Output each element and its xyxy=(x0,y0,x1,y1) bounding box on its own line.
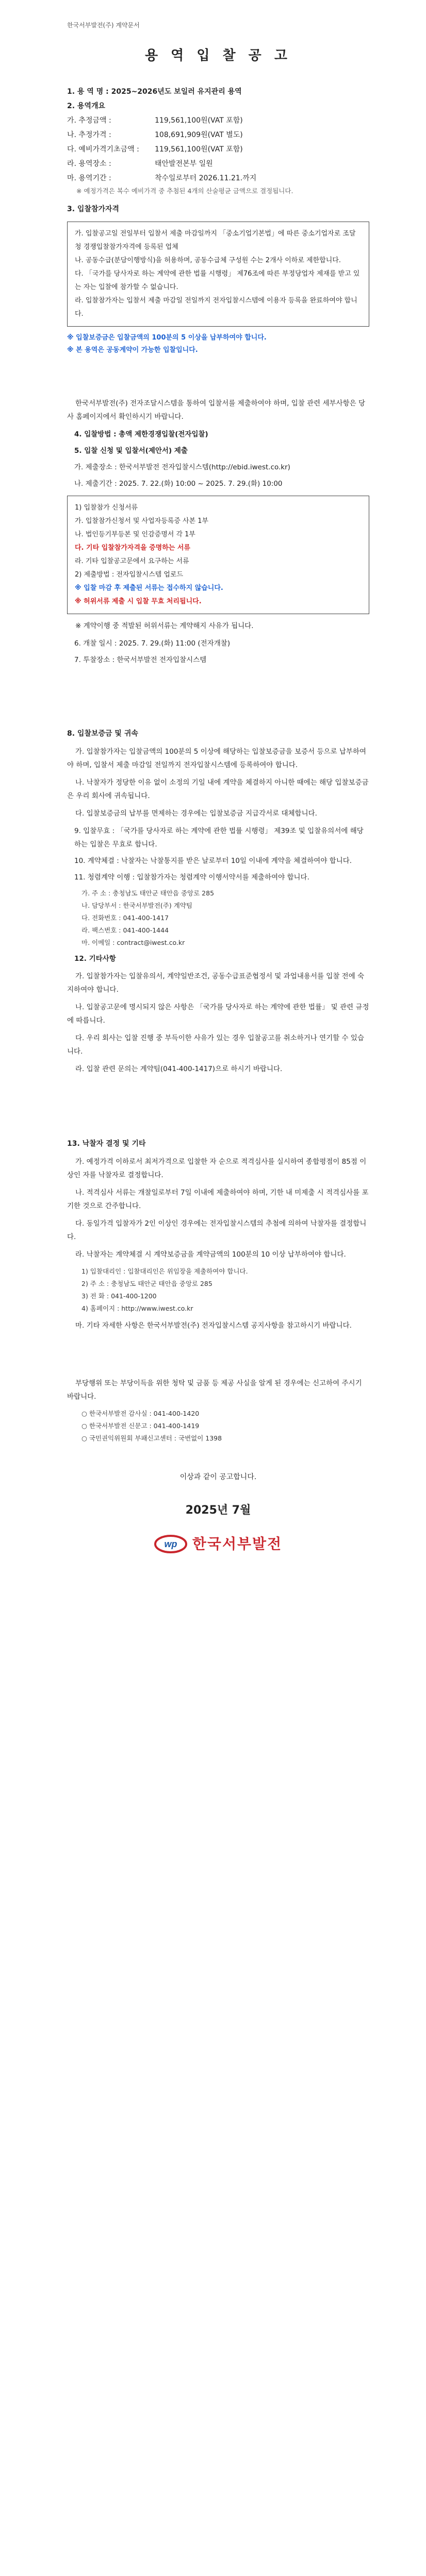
documents-warning: ※ 허위서류 제출 시 입찰 무효 처리됩니다. xyxy=(75,598,202,605)
award-paragraph: 라. 낙찰자는 계약체결 시 계약보증금을 계약금액의 100분의 10 이상 납부하여야 합니다. xyxy=(75,1250,346,1259)
documents-box xyxy=(67,496,369,614)
deposit-heading: 8. 입찰보증금 및 귀속 xyxy=(67,730,138,738)
award-paragraph: 나. 적격심사 서류는 개찰일로부터 7일 이내에 제출하여야 하며, 기한 내 미제출 시 적격심사를 포기한 것으로 간주합니다. xyxy=(67,1189,369,1210)
qualification-box xyxy=(67,222,369,327)
bid-method: 4. 입찰방법 : 총액 제한경쟁입찰(전자입찰) xyxy=(74,430,208,438)
section-1 xyxy=(67,84,369,113)
company-logo xyxy=(67,1533,369,1553)
deposit-paragraph: 나. 낙찰자가 정당한 이유 없이 소정의 기일 내에 계약을 체결하지 아니한 때에는 해당 입찰보증금은 우리 회사에 귀속됩니다. xyxy=(67,778,369,800)
service-name: 1. 용 역 명 : 2025~2026년도 보일러 유지관리 용역 xyxy=(67,88,242,96)
false-document-note: ※ 계약이행 중 적발된 허위서류는 계약해지 사유가 됩니다. xyxy=(75,622,254,630)
overview-list xyxy=(67,113,369,185)
section-3 xyxy=(67,202,369,216)
qualification-heading: 3. 입찰참가자격 xyxy=(67,205,120,213)
bid-place: 7. 투찰장소 : 한국서부발전 전자입찰시스템 xyxy=(74,656,207,664)
joint-contract-notice: ※ 본 용역은 공동계약이 가능한 입찰입니다. xyxy=(67,346,198,354)
qualification-item: 다. 「국가를 당사자로 하는 계약에 관한 법률 시행령」 제76조에 따른 부정당업자 제재를 받고 있는 자는 입찰에 참가할 수 없습니다. xyxy=(75,270,360,291)
documents-line: 1) 입찰참가 신청서류 xyxy=(75,504,138,512)
contact-row: 라. 팩스번호 : 041-400-1444 xyxy=(81,926,169,934)
terms-row: 9. 입찰무효 : 「국가를 당사자로 하는 계약에 관한 법률 시행령」 제39조 및 입찰유의서에 해당하는 입찰은 무효로 합니다. xyxy=(74,827,364,849)
report-paragraph: 부당행위 또는 부당이득을 위한 청탁 및 금품 등 제공 사실을 알게 된 경우에는 신고하여 주시기 바랍니다. xyxy=(67,1379,362,1401)
contact-row: 마. 이메일 : contract@iwest.co.kr xyxy=(81,939,185,946)
report-contact: ○ 한국서부발전 신문고 : 041-400-1419 xyxy=(81,1422,200,1430)
overview-row: 나. 추정가격 : 108,691,909원(VAT 별도) xyxy=(67,131,243,139)
award-last-paragraph: 마. 기타 자세한 사항은 한국서부발전(주) 전자입찰시스템 공지사항을 참고하시기 바랍니다. xyxy=(75,1321,352,1330)
award-paragraph: 가. 예정가격 이하로서 최저가격으로 입찰한 자 순으로 적격심사를 실시하여 종합평점이 85점 이상인 자를 낙찰자로 결정합니다. xyxy=(67,1158,367,1179)
other-matters-heading: 12. 기타사항 xyxy=(74,955,116,963)
section-13 xyxy=(67,1137,369,1151)
notice-title: 용 역 입 찰 공 고 xyxy=(145,48,291,63)
contact-row: 다. 전화번호 : 041-400-1417 xyxy=(81,914,169,922)
documents-notice: ※ 입찰 마감 후 제출된 서류는 접수하지 않습니다. xyxy=(75,584,223,592)
overview-row: 마. 용역기간 : 착수일로부터 2026.11.21.까지 xyxy=(67,174,257,182)
other-matters-paragraph: 다. 우리 회사는 입찰 진행 중 부득이한 사유가 있는 경우 입찰공고를 취소하거나 연기할 수 있습니다. xyxy=(67,1034,364,1056)
qualification-item: 나. 공동수급(분담이행방식)을 허용하며, 공동수급체 구성원 수는 2개사 이하로 제한합니다. xyxy=(75,257,341,264)
submission-heading: 5. 입찰 신청 및 입찰서(제안서) 제출 xyxy=(74,447,188,455)
notice-date: 2025년 7월 xyxy=(185,1504,251,1517)
submission-period: 나. 제출기간 : 2025. 7. 22.(화) 10:00 ~ 2025. 7. 29.(화) 10:00 xyxy=(74,480,283,488)
service-overview-heading: 2. 용역개요 xyxy=(67,102,106,110)
document-header: 한국서부발전(주) 계약문서 xyxy=(67,22,140,29)
submission-intro: 한국서부발전(주) 전자조달시스템을 통하여 입찰서를 제출하여야 하며, 입찰 관련 세부사항은 당사 홈페이지에서 확인하시기 바랍니다. xyxy=(67,399,366,421)
documents-line: 가. 입찰참가신청서 및 사업자등록증 사본 1부 xyxy=(75,517,209,525)
documents-line: 다. 기타 입찰참가자격을 증명하는 서류 xyxy=(75,544,190,552)
qualification-item: 라. 입찰참가자는 입찰서 제출 마감일 전일까지 전자입찰시스템에 이용자 등록을 완료하여야 합니다. xyxy=(75,297,357,318)
deposit-notice: ※ 입찰보증금은 입찰금액의 100분의 5 이상을 납부하여야 합니다. xyxy=(67,334,267,342)
report-contact: ○ 국민권익위원회 부패신고센터 : 국번없이 1398 xyxy=(81,1434,222,1442)
award-row: 3) 전 화 : 041-400-1200 xyxy=(81,1292,157,1300)
other-matters-paragraph: 가. 입찰참가자는 입찰유의서, 계약일반조건, 공동수급표준협정서 및 과업내용서를 입찰 전에 숙지하여야 합니다. xyxy=(67,972,365,994)
spacer xyxy=(67,670,369,726)
submission-place: 가. 제출장소 : 한국서부발전 전자입찰시스템(http://ebid.iwest.co.kr) xyxy=(74,463,290,471)
other-matters-paragraph: 라. 입찰 관련 문의는 계약팀(041-400-1417)으로 하시기 바랍니다. xyxy=(75,1065,283,1073)
spacer xyxy=(67,357,369,393)
report-contact: ○ 한국서부발전 감사실 : 041-400-1420 xyxy=(81,1410,200,1417)
documents-line: 라. 기타 입찰공고문에서 요구하는 서류 xyxy=(75,557,189,565)
spacer xyxy=(67,1080,369,1137)
award-row: 1) 입찰대리인 : 입찰대리인은 위임장을 제출하여야 합니다. xyxy=(81,1267,248,1275)
svg-text:wp: wp xyxy=(164,1539,177,1549)
terms-row: 11. 청렴계약 이행 : 입찰참가자는 청렴계약 이행서약서를 제출하여야 합니다. xyxy=(74,873,309,882)
documents-line: 나. 법인등기부등본 및 인감증명서 각 1부 xyxy=(75,531,195,538)
contact-row: 가. 주 소 : 충청남도 태안군 태안읍 중앙로 285 xyxy=(81,889,215,897)
closing-statement: 이상과 같이 공고합니다. xyxy=(179,1473,257,1481)
overview-row: 가. 추정금액 : 119,561,100원(VAT 포함) xyxy=(67,116,243,125)
award-paragraph: 다. 동일가격 입찰자가 2인 이상인 경우에는 전자입찰시스템의 추첨에 의하여 낙찰자를 결정합니다. xyxy=(67,1219,367,1241)
opening-datetime: 6. 개찰 일시 : 2025. 7. 29.(화) 11:00 (전자개찰) xyxy=(74,639,231,648)
documents-line: 2) 제출방법 : 전자입찰시스템 업로드 xyxy=(75,571,184,579)
award-row: 4) 홈페이지 : http://www.iwest.co.kr xyxy=(81,1304,193,1312)
section-8 xyxy=(67,726,369,741)
deposit-paragraph: 다. 입찰보증금의 납부를 면제하는 경우에는 입찰보증금 지급각서로 대체합니다. xyxy=(75,809,317,818)
contact-row: 나. 담당부서 : 한국서부발전(주) 계약팀 xyxy=(81,902,192,909)
award-row: 2) 주 소 : 충청남도 태안군 태안읍 중앙로 285 xyxy=(81,1280,212,1287)
company-name: 한국서부발전 xyxy=(192,1535,283,1552)
award-heading: 13. 낙찰자 결정 및 기타 xyxy=(67,1140,146,1148)
deposit-paragraph: 가. 입찰참가자는 입찰금액의 100분의 5 이상에 해당하는 입찰보증금을 보증서 등으로 납부하여야 하며, 입찰서 제출 마감일 전일까지 전자입찰시스템에 등록하여야 합니다. xyxy=(67,748,367,769)
terms-row: 10. 계약체결 : 낙찰자는 낙찰통지를 받은 날로부터 10일 이내에 계약을 체결하여야 합니다. xyxy=(74,857,352,865)
overview-note: ※ 예정가격은 복수 예비가격 중 추첨된 4개의 산술평균 금액으로 결정됩니다. xyxy=(76,187,293,195)
spacer xyxy=(67,1336,369,1372)
overview-row: 다. 예비가격기초금액 : 119,561,100원(VAT 포함) xyxy=(67,145,243,154)
overview-row: 라. 용역장소 : 태안발전본부 일원 xyxy=(67,160,213,168)
other-matters-paragraph: 나. 입찰공고문에 명시되지 않은 사항은 「국가를 당사자로 하는 계약에 관한 법률」 및 관련 규정에 따릅니다. xyxy=(67,1003,369,1025)
qualification-item: 가. 입찰공고일 전일부터 입찰서 제출 마감일까지 「중소기업기본법」에 따른 중소기업자로 조달청 경쟁입찰참가자격에 등록된 업체 xyxy=(75,230,356,251)
company-logo-mark-icon xyxy=(154,1533,187,1553)
